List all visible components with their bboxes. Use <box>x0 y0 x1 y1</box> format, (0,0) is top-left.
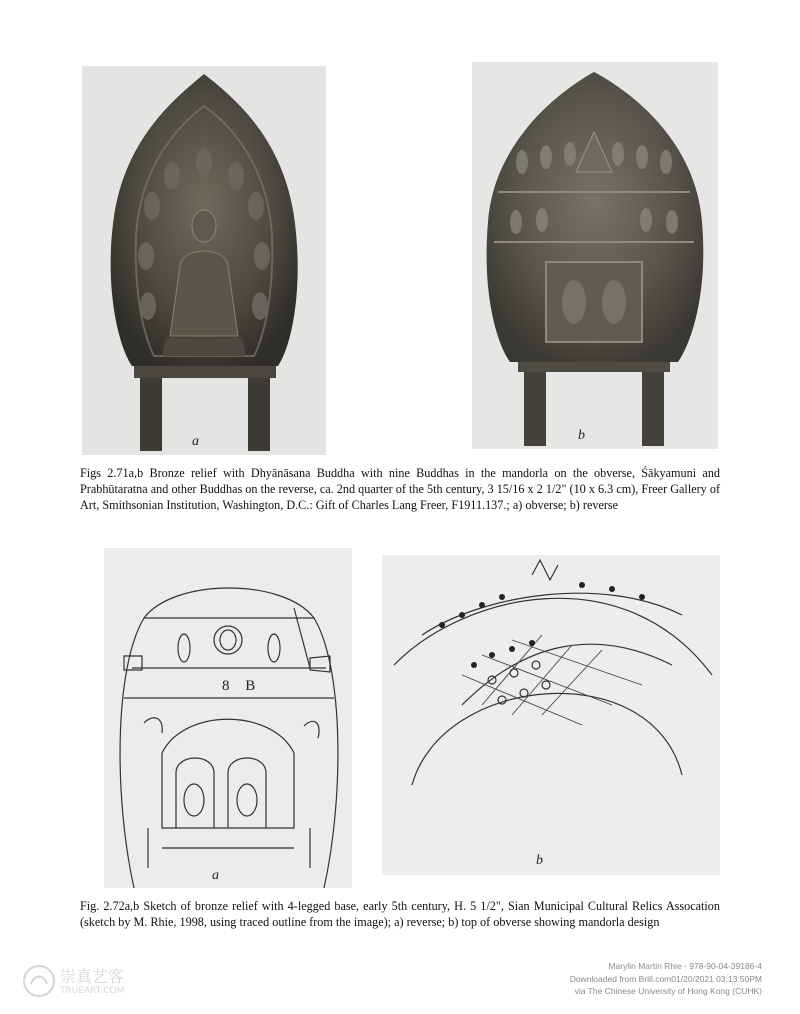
figure-2-72a-sketch <box>104 548 352 888</box>
footer-author-isbn: Marylin Martin Rhie - 978-90-04-39186-4 <box>608 961 762 971</box>
sketch-reverse-image <box>104 548 352 888</box>
watermark-cn: 崇真艺客 <box>60 967 125 986</box>
bronze-obverse-image <box>82 66 326 455</box>
figure-2-71a-label: a <box>192 434 199 449</box>
bronze-reverse-image <box>472 62 718 449</box>
watermark-logo-icon <box>22 964 56 998</box>
figure-2-72a-label: a <box>212 868 219 883</box>
footer-download-info: Downloaded from Brill.com01/20/2021 03:13:50PM <box>569 973 762 984</box>
trueart-watermark <box>22 962 152 1000</box>
download-footer <box>570 960 762 998</box>
figure-2-72b-sketch <box>382 555 720 875</box>
figure-2-72b-label: b <box>536 853 543 868</box>
sketch-note: 8 B <box>222 678 262 694</box>
figure-2-71-caption: Figs 2.71a,b Bronze relief with Dhyānāsana Buddha with nine Buddhas in the mandorla on the obverse, Śākyamuni and Prabhūtaratna and other Buddhas on the reverse, ca. 2nd quarter of the 5th century, 3 15/16 x 2 1/2" (10 x 6.3 cm), Freer Gallery of Art, Smithsonian Institution, Washington, D.C.: Gift of Charles Lang Freer, F1911.137.; a) obverse; b) reverse <box>80 466 720 512</box>
watermark-en: TRUEART.COM <box>60 986 125 996</box>
figure-2-72-caption: Fig. 2.72a,b Sketch of bronze relief with 4-legged base, early 5th century, H. 5 1/2", Sian Municipal Cultural Relics Assocation (sketch by M. Rhie, 1998, using traced outline from the image); a) reverse; b) top of obverse showing mandorla design <box>80 899 720 929</box>
figure-2-71a-photo <box>82 66 326 455</box>
figure-2-71b-photo <box>472 62 718 449</box>
sketch-mandorla-image <box>382 555 720 875</box>
footer-via-info: via The Chinese University of Hong Kong (CUHK) <box>574 986 762 996</box>
figure-2-71b-label: b <box>578 428 585 443</box>
